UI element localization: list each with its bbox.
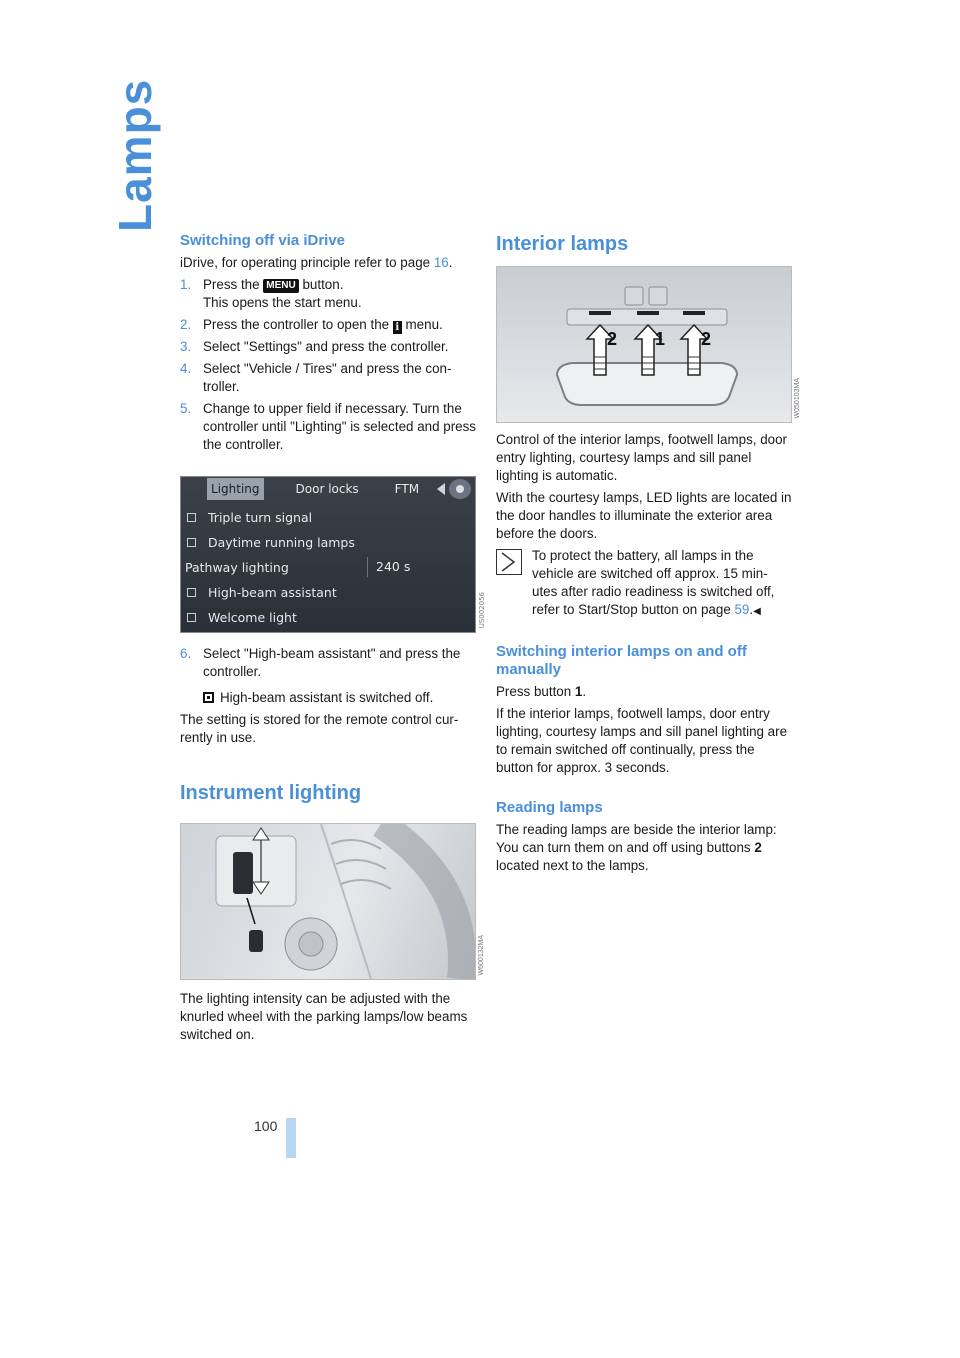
- arrow-left-icon: [437, 483, 445, 495]
- section-heading-interior-lamps: Interior lamps: [496, 233, 629, 255]
- button-label-2-right: 2: [701, 329, 712, 349]
- menu-key-icon: MENU: [263, 279, 298, 293]
- option-pathway-lighting[interactable]: Pathway lighting 240 s: [185, 555, 475, 580]
- screen-options: [181, 501, 475, 630]
- checkbox-icon: [187, 588, 196, 597]
- intro-paragraph: iDrive, for operating principle refer to page 16.: [180, 255, 453, 270]
- checkbox-icon: [187, 613, 196, 622]
- right-column: [496, 232, 801, 879]
- option-welcome-light[interactable]: Welcome light: [185, 605, 475, 630]
- interior-para-1: Control of the interior lamps, footwell lamps, door entry lighting, courtesy lamps and sill panel lighting is automatic.: [496, 432, 788, 483]
- idrive-lighting-screen: [180, 476, 486, 633]
- figure-code: US002056: [478, 591, 486, 628]
- steps-list-continued: [180, 645, 476, 707]
- instrument-lighting-paragraph: The lighting intensity can be adjusted with the knurled wheel with the parking lamps/low beams switched on.: [180, 991, 468, 1042]
- pathway-lighting-value: 240 s: [367, 557, 410, 577]
- section-heading-instrument-lighting: Instrument lighting: [180, 782, 362, 804]
- side-title: Lamps: [109, 78, 161, 232]
- steps-list: [180, 276, 476, 454]
- option-high-beam-assistant[interactable]: High-beam assistant: [185, 580, 475, 605]
- mirror-illustration: [497, 267, 791, 422]
- option-triple-turn-signal[interactable]: Triple turn signal: [185, 505, 475, 530]
- button-label-1: 1: [655, 329, 666, 349]
- step-6: 6. Select "High-beam assistant" and press the controller. High-beam assistant is switched off.: [180, 645, 476, 707]
- tab-door-locks[interactable]: Door locks: [295, 482, 359, 496]
- instrument-lighting-figure: [180, 823, 485, 980]
- checkbox-icon: [187, 513, 196, 522]
- step-2: 2. Press the controller to open the i menu.: [180, 317, 443, 333]
- dashboard-illustration: [181, 824, 475, 979]
- interior-para-2: With the courtesy lamps, LED lights are located in the door handles to illuminate the exterior area before the doors.: [496, 490, 792, 541]
- info-key-icon: i: [393, 321, 402, 334]
- page-link-16[interactable]: 16: [433, 255, 449, 270]
- step-3: 3. Select "Settings" and press the controller.: [180, 339, 449, 354]
- manual-para-2: If the interior lamps, footwell lamps, door entry lighting, courtesy lamps and sill panel lighting are to remain switched off continually, press the button for approx. 3 seconds.: [496, 706, 788, 775]
- tab-lighting[interactable]: Lighting: [207, 478, 264, 500]
- figure-code: W050103MA: [794, 377, 801, 418]
- screen-tab-bar: [181, 477, 475, 501]
- interior-lamps-figure: [496, 266, 801, 423]
- button-label-2-left: 2: [607, 329, 618, 349]
- tab-ftm[interactable]: FTM: [394, 482, 420, 496]
- page-number: 100: [254, 1118, 278, 1134]
- page-bar: [286, 1118, 296, 1158]
- status-line: High-beam assistant is switched off.: [203, 689, 476, 707]
- step-1: 1. Press the MENU button. This opens the start menu.: [180, 277, 362, 310]
- section-heading-reading-lamps: Reading lamps: [496, 799, 603, 816]
- manual-para-1: Press button 1.: [496, 684, 587, 699]
- checkbox-icon: [203, 692, 214, 703]
- checkbox-icon: [187, 538, 196, 547]
- end-mark-icon: ◀: [753, 606, 761, 617]
- step-4: 4. Select "Vehicle / Tires" and press the con-troller.: [180, 361, 452, 394]
- controller-icon: [449, 479, 471, 499]
- step-5: 5. Change to upper field if necessary. Turn the controller until "Lighting" is selected and press the controller.: [180, 401, 477, 452]
- page-link-59[interactable]: 59: [734, 602, 750, 617]
- option-daytime-running-lamps[interactable]: Daytime running lamps: [185, 530, 475, 555]
- section-heading-manual: Switching interior lamps on and off manually: [496, 643, 747, 678]
- figure-code: W600132MA: [478, 934, 485, 975]
- reading-lamps-paragraph: The reading lamps are beside the interior lamp: You can turn them on and off using buttons 2 located next to the lamps.: [496, 822, 777, 873]
- stored-paragraph: The setting is stored for the remote control cur-rently in use.: [180, 712, 459, 745]
- note-arrow-icon: [496, 549, 522, 575]
- left-column: [180, 232, 486, 1048]
- battery-note: To protect the battery, all lamps in the vehicle are switched off approx. 15 min-utes after radio readiness is switched off, refer to Start/Stop button on page 59.◀: [496, 547, 792, 621]
- section-heading-switching-off: Switching off via iDrive: [180, 232, 346, 249]
